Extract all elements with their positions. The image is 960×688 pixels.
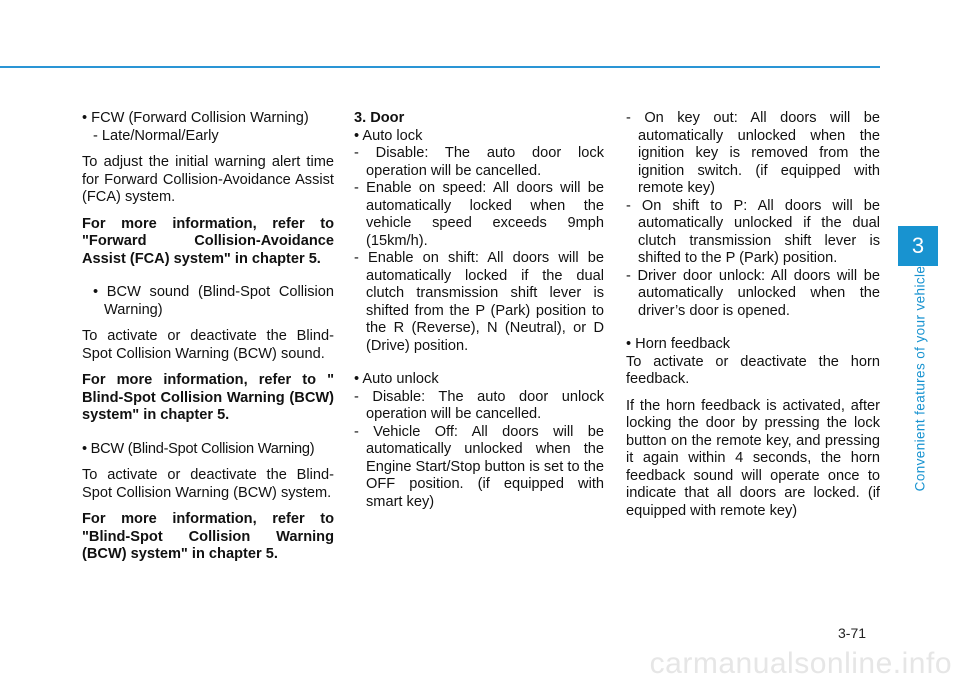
auto-unlock-disable: - Disable: The auto door unlock operation will be cancelled. <box>354 388 604 422</box>
bcw-reference: For more information, refer to "Blind-Spot Collision Warning (BCW) system" in chapter 5. <box>82 511 334 562</box>
bcw-sound-reference: For more information, refer to " Blind-Spot Collision Warning (BCW) system" in chapter 5. <box>82 372 334 423</box>
shift-to-p-option: - On shift to P: All doors will be automatically unlocked if the dual clutch transmission shift lever is shifted to the P (Park) position. <box>626 197 880 266</box>
page-number: 3-71 <box>838 625 867 641</box>
key-out-option: - On key out: All doors will be automatically unlocked when the ignition key is removed from the ignition switch. (if equipped with remote key) <box>626 110 880 196</box>
column-left <box>82 110 334 564</box>
bcw-description: To activate or deactivate the Blind-Spot Collision Warning (BCW) system. <box>82 467 334 501</box>
watermark: carmanualsonline.info <box>649 647 952 680</box>
fcw-item: • FCW (Forward Collision Warning) <box>82 110 309 126</box>
chapter-number-tab <box>898 226 938 266</box>
bcw-sound-description: To activate or deactivate the Blind-Spot Collision Warning (BCW) sound. <box>82 328 334 362</box>
fcw-options: - Late/Normal/Early <box>93 127 219 144</box>
fcw-description: To adjust the initial warning alert time for Forward Collision-Avoidance Assist (FCA) system. <box>82 154 334 205</box>
column-middle <box>354 110 604 511</box>
door-heading: 3. Door <box>354 110 405 126</box>
chapter-title-tab <box>900 262 940 494</box>
chapter-number: 3 <box>911 233 925 258</box>
auto-unlock-item: • Auto unlock <box>354 371 439 387</box>
horn-feedback-detail: If the horn feedback is activated, after locking the door by pressing the lock button on the remote key, and pressing it again within 4 seconds, the horn feedback sound will operate once to indicate that all doors are locked. (if equipped with remote key) <box>626 397 880 519</box>
header-rule <box>0 66 880 68</box>
fcw-reference: For more information, refer to "Forward Collision-Avoidance Assist (FCA) system" in chapter 5. <box>82 215 334 267</box>
chapter-title: Convenient features of your vehicle <box>912 265 928 491</box>
driver-door-option: - Driver door unlock: All doors will be automatically unlocked when the driver’s door is opened. <box>626 267 880 319</box>
auto-unlock-vehicle-off: - Vehicle Off: All doors will be automatically unlocked when the Engine Start/Stop button is set to the OFF position. (if equipped with smart key) <box>354 423 604 510</box>
bcw-sound-item: • BCW sound (Blind-Spot Collision Warning) <box>93 284 334 318</box>
horn-feedback-item: • Horn feedback <box>626 336 731 352</box>
auto-lock-speed: - Enable on speed: All doors will be automatically locked when the vehicle speed exceeds 9mph (15km/h). <box>354 180 604 249</box>
bcw-item: • BCW (Blind-Spot Collision Warning) <box>82 440 315 457</box>
auto-lock-item: • Auto lock <box>354 127 423 144</box>
horn-feedback-description: To activate or deactivate the horn feedback. <box>626 353 880 387</box>
auto-lock-shift: - Enable on shift: All doors will be automatically locked if the dual clutch transmission shift lever is shifted from the P (Park) position to the R (Reverse), N (Neutral), or D (Drive) position. <box>354 250 604 354</box>
auto-lock-disable: - Disable: The auto door lock operation will be cancelled. <box>354 145 604 179</box>
column-right <box>626 110 880 520</box>
